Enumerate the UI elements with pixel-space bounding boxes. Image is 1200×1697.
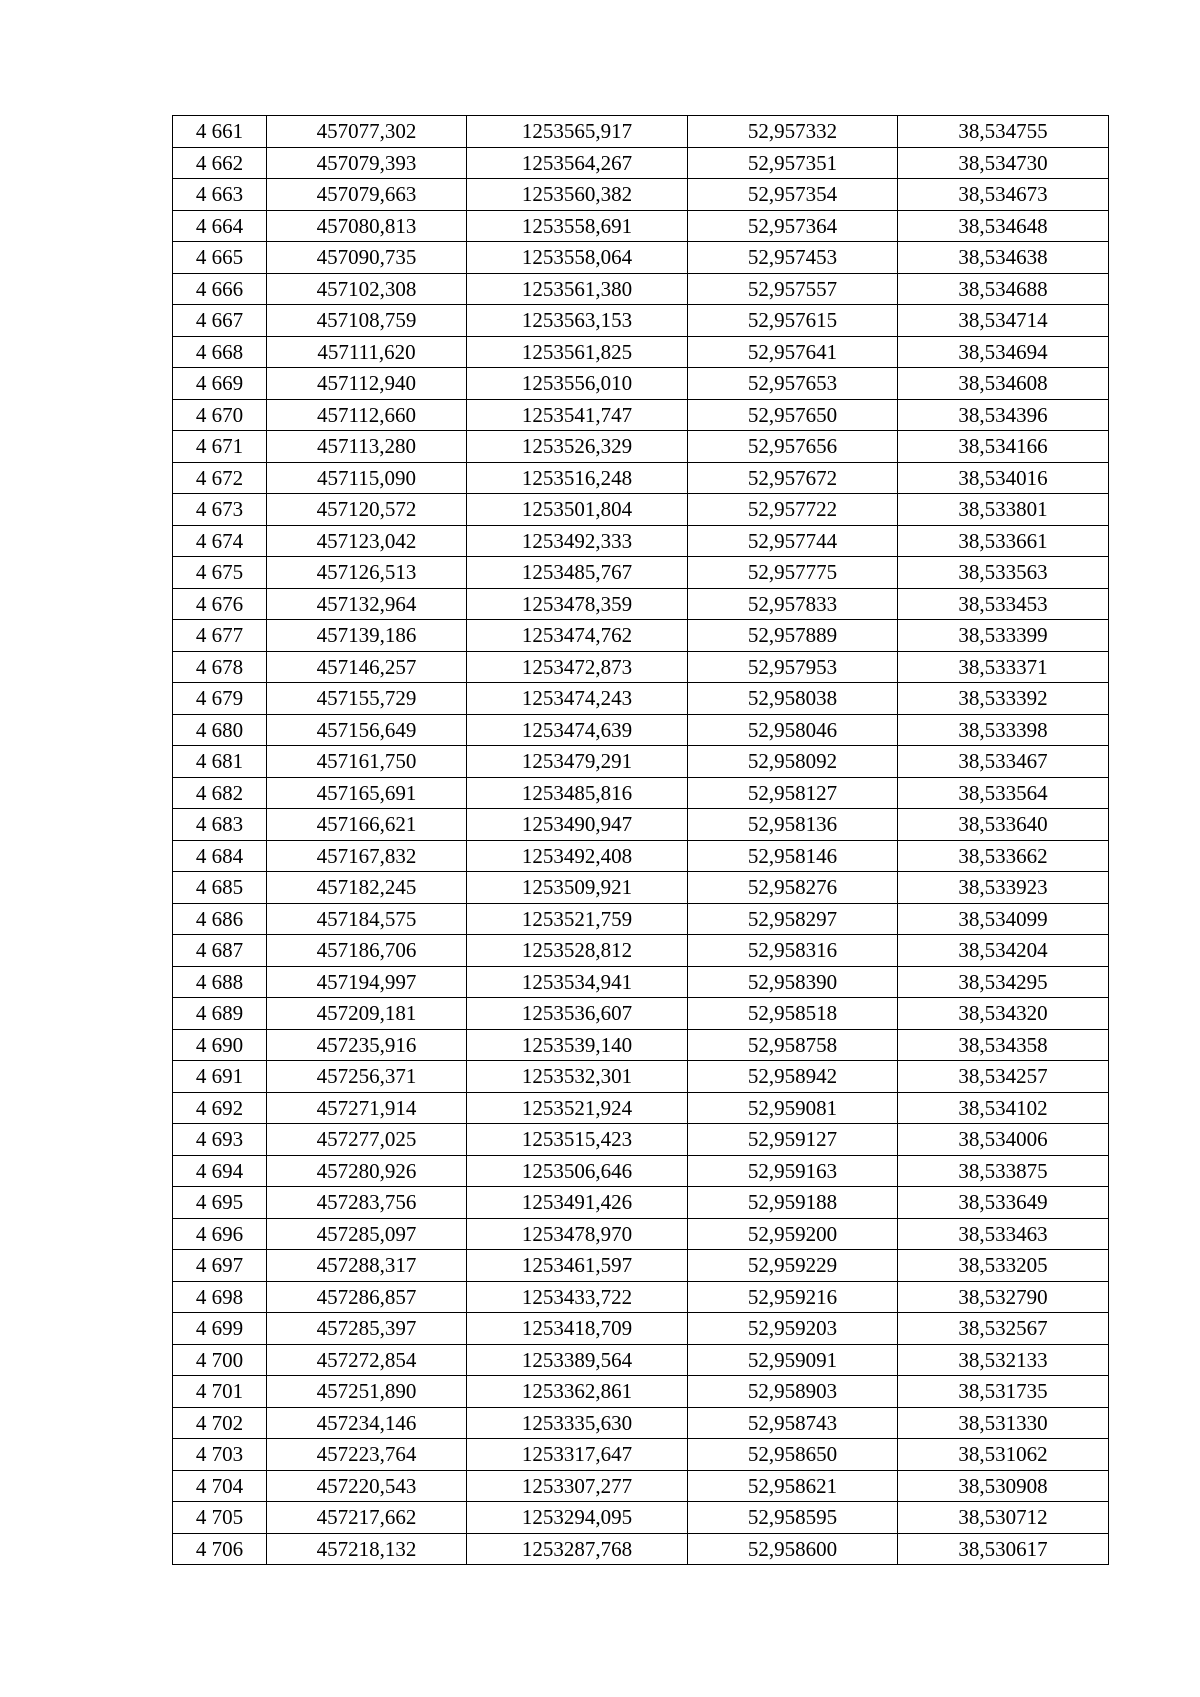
table-row: [173, 1470, 1109, 1502]
table-row: [173, 525, 1109, 557]
point-number-cell: 4 683: [173, 809, 267, 841]
y-coordinate-cell: 1253561,825: [467, 336, 688, 368]
point-number-cell: 4 695: [173, 1187, 267, 1219]
table-row: [173, 1029, 1109, 1061]
latitude-cell: 52,957557: [688, 273, 898, 305]
point-number-cell: 4 667: [173, 305, 267, 337]
x-coordinate-cell: 457194,997: [267, 966, 467, 998]
x-coordinate-cell: 457113,280: [267, 431, 467, 463]
y-coordinate-cell: 1253526,329: [467, 431, 688, 463]
longitude-cell: 38,532790: [898, 1281, 1109, 1313]
x-coordinate-cell: 457223,764: [267, 1439, 467, 1471]
table-row: [173, 1502, 1109, 1534]
table-row: [173, 1407, 1109, 1439]
y-coordinate-cell: 1253492,333: [467, 525, 688, 557]
latitude-cell: 52,957641: [688, 336, 898, 368]
longitude-cell: 38,533205: [898, 1250, 1109, 1282]
latitude-cell: 52,958758: [688, 1029, 898, 1061]
longitude-cell: 38,531735: [898, 1376, 1109, 1408]
point-number-cell: 4 678: [173, 651, 267, 683]
point-number-cell: 4 684: [173, 840, 267, 872]
x-coordinate-cell: 457220,543: [267, 1470, 467, 1502]
point-number-cell: 4 665: [173, 242, 267, 274]
y-coordinate-cell: 1253491,426: [467, 1187, 688, 1219]
y-coordinate-cell: 1253294,095: [467, 1502, 688, 1534]
table-row: [173, 588, 1109, 620]
latitude-cell: 52,958600: [688, 1533, 898, 1565]
y-coordinate-cell: 1253317,647: [467, 1439, 688, 1471]
y-coordinate-cell: 1253478,359: [467, 588, 688, 620]
latitude-cell: 52,958650: [688, 1439, 898, 1471]
longitude-cell: 38,533661: [898, 525, 1109, 557]
latitude-cell: 52,958942: [688, 1061, 898, 1093]
x-coordinate-cell: 457079,663: [267, 179, 467, 211]
latitude-cell: 52,958390: [688, 966, 898, 998]
table-row: [173, 620, 1109, 652]
latitude-cell: 52,957653: [688, 368, 898, 400]
x-coordinate-cell: 457166,621: [267, 809, 467, 841]
coordinates-table-body: [173, 116, 1109, 1565]
latitude-cell: 52,957354: [688, 179, 898, 211]
latitude-cell: 52,959229: [688, 1250, 898, 1282]
y-coordinate-cell: 1253558,691: [467, 210, 688, 242]
latitude-cell: 52,958297: [688, 903, 898, 935]
longitude-cell: 38,533398: [898, 714, 1109, 746]
longitude-cell: 38,534730: [898, 147, 1109, 179]
table-row: [173, 1092, 1109, 1124]
latitude-cell: 52,957889: [688, 620, 898, 652]
y-coordinate-cell: 1253565,917: [467, 116, 688, 148]
longitude-cell: 38,533463: [898, 1218, 1109, 1250]
table-row: [173, 651, 1109, 683]
latitude-cell: 52,957351: [688, 147, 898, 179]
table-row: [173, 1124, 1109, 1156]
latitude-cell: 52,957775: [688, 557, 898, 589]
x-coordinate-cell: 457286,857: [267, 1281, 467, 1313]
y-coordinate-cell: 1253528,812: [467, 935, 688, 967]
point-number-cell: 4 685: [173, 872, 267, 904]
table-row: [173, 746, 1109, 778]
latitude-cell: 52,958518: [688, 998, 898, 1030]
y-coordinate-cell: 1253335,630: [467, 1407, 688, 1439]
point-number-cell: 4 681: [173, 746, 267, 778]
point-number-cell: 4 688: [173, 966, 267, 998]
point-number-cell: 4 689: [173, 998, 267, 1030]
longitude-cell: 38,534204: [898, 935, 1109, 967]
y-coordinate-cell: 1253433,722: [467, 1281, 688, 1313]
point-number-cell: 4 701: [173, 1376, 267, 1408]
table-row: [173, 1439, 1109, 1471]
y-coordinate-cell: 1253307,277: [467, 1470, 688, 1502]
point-number-cell: 4 679: [173, 683, 267, 715]
table-row: [173, 1344, 1109, 1376]
table-row: [173, 840, 1109, 872]
table-row: [173, 273, 1109, 305]
table-row: [173, 1250, 1109, 1282]
latitude-cell: 52,959188: [688, 1187, 898, 1219]
latitude-cell: 52,959127: [688, 1124, 898, 1156]
table-row: [173, 179, 1109, 211]
latitude-cell: 52,957672: [688, 462, 898, 494]
latitude-cell: 52,958743: [688, 1407, 898, 1439]
y-coordinate-cell: 1253485,816: [467, 777, 688, 809]
x-coordinate-cell: 457217,662: [267, 1502, 467, 1534]
table-row: [173, 116, 1109, 148]
x-coordinate-cell: 457126,513: [267, 557, 467, 589]
longitude-cell: 38,534099: [898, 903, 1109, 935]
latitude-cell: 52,958595: [688, 1502, 898, 1534]
point-number-cell: 4 704: [173, 1470, 267, 1502]
longitude-cell: 38,534006: [898, 1124, 1109, 1156]
point-number-cell: 4 686: [173, 903, 267, 935]
point-number-cell: 4 680: [173, 714, 267, 746]
longitude-cell: 38,533563: [898, 557, 1109, 589]
x-coordinate-cell: 457186,706: [267, 935, 467, 967]
table-row: [173, 557, 1109, 589]
longitude-cell: 38,533801: [898, 494, 1109, 526]
longitude-cell: 38,534638: [898, 242, 1109, 274]
x-coordinate-cell: 457102,308: [267, 273, 467, 305]
latitude-cell: 52,958276: [688, 872, 898, 904]
x-coordinate-cell: 457283,756: [267, 1187, 467, 1219]
table-row: [173, 210, 1109, 242]
x-coordinate-cell: 457184,575: [267, 903, 467, 935]
longitude-cell: 38,531330: [898, 1407, 1109, 1439]
y-coordinate-cell: 1253287,768: [467, 1533, 688, 1565]
table-row: [173, 714, 1109, 746]
longitude-cell: 38,533640: [898, 809, 1109, 841]
table-row: [173, 1281, 1109, 1313]
point-number-cell: 4 668: [173, 336, 267, 368]
longitude-cell: 38,534608: [898, 368, 1109, 400]
point-number-cell: 4 697: [173, 1250, 267, 1282]
table-row: [173, 336, 1109, 368]
y-coordinate-cell: 1253532,301: [467, 1061, 688, 1093]
longitude-cell: 38,533371: [898, 651, 1109, 683]
y-coordinate-cell: 1253536,607: [467, 998, 688, 1030]
y-coordinate-cell: 1253516,248: [467, 462, 688, 494]
point-number-cell: 4 671: [173, 431, 267, 463]
latitude-cell: 52,957332: [688, 116, 898, 148]
longitude-cell: 38,534648: [898, 210, 1109, 242]
y-coordinate-cell: 1253534,941: [467, 966, 688, 998]
x-coordinate-cell: 457272,854: [267, 1344, 467, 1376]
y-coordinate-cell: 1253474,639: [467, 714, 688, 746]
x-coordinate-cell: 457111,620: [267, 336, 467, 368]
longitude-cell: 38,534358: [898, 1029, 1109, 1061]
x-coordinate-cell: 457280,926: [267, 1155, 467, 1187]
longitude-cell: 38,534688: [898, 273, 1109, 305]
latitude-cell: 52,957833: [688, 588, 898, 620]
y-coordinate-cell: 1253521,759: [467, 903, 688, 935]
x-coordinate-cell: 457288,317: [267, 1250, 467, 1282]
point-number-cell: 4 699: [173, 1313, 267, 1345]
y-coordinate-cell: 1253501,804: [467, 494, 688, 526]
longitude-cell: 38,533453: [898, 588, 1109, 620]
longitude-cell: 38,532133: [898, 1344, 1109, 1376]
point-number-cell: 4 664: [173, 210, 267, 242]
longitude-cell: 38,533467: [898, 746, 1109, 778]
latitude-cell: 52,957722: [688, 494, 898, 526]
x-coordinate-cell: 457182,245: [267, 872, 467, 904]
point-number-cell: 4 669: [173, 368, 267, 400]
table-row: [173, 777, 1109, 809]
longitude-cell: 38,534755: [898, 116, 1109, 148]
longitude-cell: 38,534102: [898, 1092, 1109, 1124]
point-number-cell: 4 682: [173, 777, 267, 809]
latitude-cell: 52,958127: [688, 777, 898, 809]
longitude-cell: 38,534166: [898, 431, 1109, 463]
y-coordinate-cell: 1253478,970: [467, 1218, 688, 1250]
x-coordinate-cell: 457112,660: [267, 399, 467, 431]
latitude-cell: 52,958903: [688, 1376, 898, 1408]
y-coordinate-cell: 1253485,767: [467, 557, 688, 589]
x-coordinate-cell: 457146,257: [267, 651, 467, 683]
point-number-cell: 4 690: [173, 1029, 267, 1061]
longitude-cell: 38,533875: [898, 1155, 1109, 1187]
point-number-cell: 4 677: [173, 620, 267, 652]
x-coordinate-cell: 457256,371: [267, 1061, 467, 1093]
table-row: [173, 1218, 1109, 1250]
longitude-cell: 38,534396: [898, 399, 1109, 431]
table-row: [173, 1155, 1109, 1187]
longitude-cell: 38,531062: [898, 1439, 1109, 1471]
table-row: [173, 683, 1109, 715]
point-number-cell: 4 706: [173, 1533, 267, 1565]
latitude-cell: 52,958038: [688, 683, 898, 715]
longitude-cell: 38,530617: [898, 1533, 1109, 1565]
x-coordinate-cell: 457285,097: [267, 1218, 467, 1250]
latitude-cell: 52,958136: [688, 809, 898, 841]
table-row: [173, 305, 1109, 337]
longitude-cell: 38,533649: [898, 1187, 1109, 1219]
table-row: [173, 809, 1109, 841]
x-coordinate-cell: 457167,832: [267, 840, 467, 872]
longitude-cell: 38,533392: [898, 683, 1109, 715]
table-row: [173, 935, 1109, 967]
latitude-cell: 52,958046: [688, 714, 898, 746]
y-coordinate-cell: 1253479,291: [467, 746, 688, 778]
y-coordinate-cell: 1253539,140: [467, 1029, 688, 1061]
point-number-cell: 4 693: [173, 1124, 267, 1156]
y-coordinate-cell: 1253509,921: [467, 872, 688, 904]
latitude-cell: 52,957744: [688, 525, 898, 557]
x-coordinate-cell: 457234,146: [267, 1407, 467, 1439]
y-coordinate-cell: 1253474,243: [467, 683, 688, 715]
x-coordinate-cell: 457120,572: [267, 494, 467, 526]
x-coordinate-cell: 457112,940: [267, 368, 467, 400]
table-row: [173, 147, 1109, 179]
x-coordinate-cell: 457218,132: [267, 1533, 467, 1565]
table-row: [173, 431, 1109, 463]
point-number-cell: 4 694: [173, 1155, 267, 1187]
y-coordinate-cell: 1253515,423: [467, 1124, 688, 1156]
point-number-cell: 4 673: [173, 494, 267, 526]
x-coordinate-cell: 457277,025: [267, 1124, 467, 1156]
table-row: [173, 1313, 1109, 1345]
x-coordinate-cell: 457123,042: [267, 525, 467, 557]
y-coordinate-cell: 1253561,380: [467, 273, 688, 305]
table-row: [173, 399, 1109, 431]
longitude-cell: 38,534295: [898, 966, 1109, 998]
longitude-cell: 38,533564: [898, 777, 1109, 809]
latitude-cell: 52,959091: [688, 1344, 898, 1376]
y-coordinate-cell: 1253492,408: [467, 840, 688, 872]
x-coordinate-cell: 457271,914: [267, 1092, 467, 1124]
y-coordinate-cell: 1253563,153: [467, 305, 688, 337]
x-coordinate-cell: 457285,397: [267, 1313, 467, 1345]
y-coordinate-cell: 1253490,947: [467, 809, 688, 841]
longitude-cell: 38,534714: [898, 305, 1109, 337]
x-coordinate-cell: 457165,691: [267, 777, 467, 809]
x-coordinate-cell: 457139,186: [267, 620, 467, 652]
point-number-cell: 4 702: [173, 1407, 267, 1439]
latitude-cell: 52,957364: [688, 210, 898, 242]
coordinates-table: [172, 115, 1109, 1565]
y-coordinate-cell: 1253564,267: [467, 147, 688, 179]
table-row: [173, 1376, 1109, 1408]
point-number-cell: 4 662: [173, 147, 267, 179]
latitude-cell: 52,957650: [688, 399, 898, 431]
x-coordinate-cell: 457155,729: [267, 683, 467, 715]
table-row: [173, 462, 1109, 494]
y-coordinate-cell: 1253506,646: [467, 1155, 688, 1187]
latitude-cell: 52,958146: [688, 840, 898, 872]
longitude-cell: 38,534694: [898, 336, 1109, 368]
point-number-cell: 4 700: [173, 1344, 267, 1376]
latitude-cell: 52,959216: [688, 1281, 898, 1313]
table-row: [173, 966, 1109, 998]
longitude-cell: 38,534257: [898, 1061, 1109, 1093]
y-coordinate-cell: 1253558,064: [467, 242, 688, 274]
y-coordinate-cell: 1253418,709: [467, 1313, 688, 1345]
point-number-cell: 4 676: [173, 588, 267, 620]
y-coordinate-cell: 1253560,382: [467, 179, 688, 211]
y-coordinate-cell: 1253461,597: [467, 1250, 688, 1282]
table-row: [173, 368, 1109, 400]
latitude-cell: 52,959203: [688, 1313, 898, 1345]
latitude-cell: 52,959200: [688, 1218, 898, 1250]
x-coordinate-cell: 457077,302: [267, 116, 467, 148]
longitude-cell: 38,534016: [898, 462, 1109, 494]
point-number-cell: 4 698: [173, 1281, 267, 1313]
point-number-cell: 4 705: [173, 1502, 267, 1534]
y-coordinate-cell: 1253521,924: [467, 1092, 688, 1124]
longitude-cell: 38,533662: [898, 840, 1109, 872]
latitude-cell: 52,957453: [688, 242, 898, 274]
point-number-cell: 4 703: [173, 1439, 267, 1471]
x-coordinate-cell: 457079,393: [267, 147, 467, 179]
point-number-cell: 4 670: [173, 399, 267, 431]
x-coordinate-cell: 457090,735: [267, 242, 467, 274]
table-row: [173, 1187, 1109, 1219]
point-number-cell: 4 696: [173, 1218, 267, 1250]
x-coordinate-cell: 457080,813: [267, 210, 467, 242]
y-coordinate-cell: 1253474,762: [467, 620, 688, 652]
table-row: [173, 998, 1109, 1030]
x-coordinate-cell: 457235,916: [267, 1029, 467, 1061]
table-row: [173, 242, 1109, 274]
x-coordinate-cell: 457161,750: [267, 746, 467, 778]
longitude-cell: 38,532567: [898, 1313, 1109, 1345]
x-coordinate-cell: 457209,181: [267, 998, 467, 1030]
point-number-cell: 4 661: [173, 116, 267, 148]
y-coordinate-cell: 1253556,010: [467, 368, 688, 400]
latitude-cell: 52,957953: [688, 651, 898, 683]
longitude-cell: 38,530712: [898, 1502, 1109, 1534]
longitude-cell: 38,534320: [898, 998, 1109, 1030]
table-row: [173, 872, 1109, 904]
x-coordinate-cell: 457132,964: [267, 588, 467, 620]
y-coordinate-cell: 1253541,747: [467, 399, 688, 431]
longitude-cell: 38,534673: [898, 179, 1109, 211]
latitude-cell: 52,959163: [688, 1155, 898, 1187]
table-row: [173, 1061, 1109, 1093]
latitude-cell: 52,958316: [688, 935, 898, 967]
point-number-cell: 4 666: [173, 273, 267, 305]
latitude-cell: 52,958621: [688, 1470, 898, 1502]
y-coordinate-cell: 1253389,564: [467, 1344, 688, 1376]
x-coordinate-cell: 457115,090: [267, 462, 467, 494]
x-coordinate-cell: 457108,759: [267, 305, 467, 337]
table-row: [173, 494, 1109, 526]
table-row: [173, 903, 1109, 935]
y-coordinate-cell: 1253362,861: [467, 1376, 688, 1408]
point-number-cell: 4 691: [173, 1061, 267, 1093]
point-number-cell: 4 687: [173, 935, 267, 967]
table-row: [173, 1533, 1109, 1565]
point-number-cell: 4 675: [173, 557, 267, 589]
y-coordinate-cell: 1253472,873: [467, 651, 688, 683]
x-coordinate-cell: 457156,649: [267, 714, 467, 746]
longitude-cell: 38,533399: [898, 620, 1109, 652]
latitude-cell: 52,957656: [688, 431, 898, 463]
latitude-cell: 52,957615: [688, 305, 898, 337]
point-number-cell: 4 674: [173, 525, 267, 557]
latitude-cell: 52,958092: [688, 746, 898, 778]
point-number-cell: 4 663: [173, 179, 267, 211]
longitude-cell: 38,530908: [898, 1470, 1109, 1502]
latitude-cell: 52,959081: [688, 1092, 898, 1124]
point-number-cell: 4 692: [173, 1092, 267, 1124]
point-number-cell: 4 672: [173, 462, 267, 494]
x-coordinate-cell: 457251,890: [267, 1376, 467, 1408]
longitude-cell: 38,533923: [898, 872, 1109, 904]
